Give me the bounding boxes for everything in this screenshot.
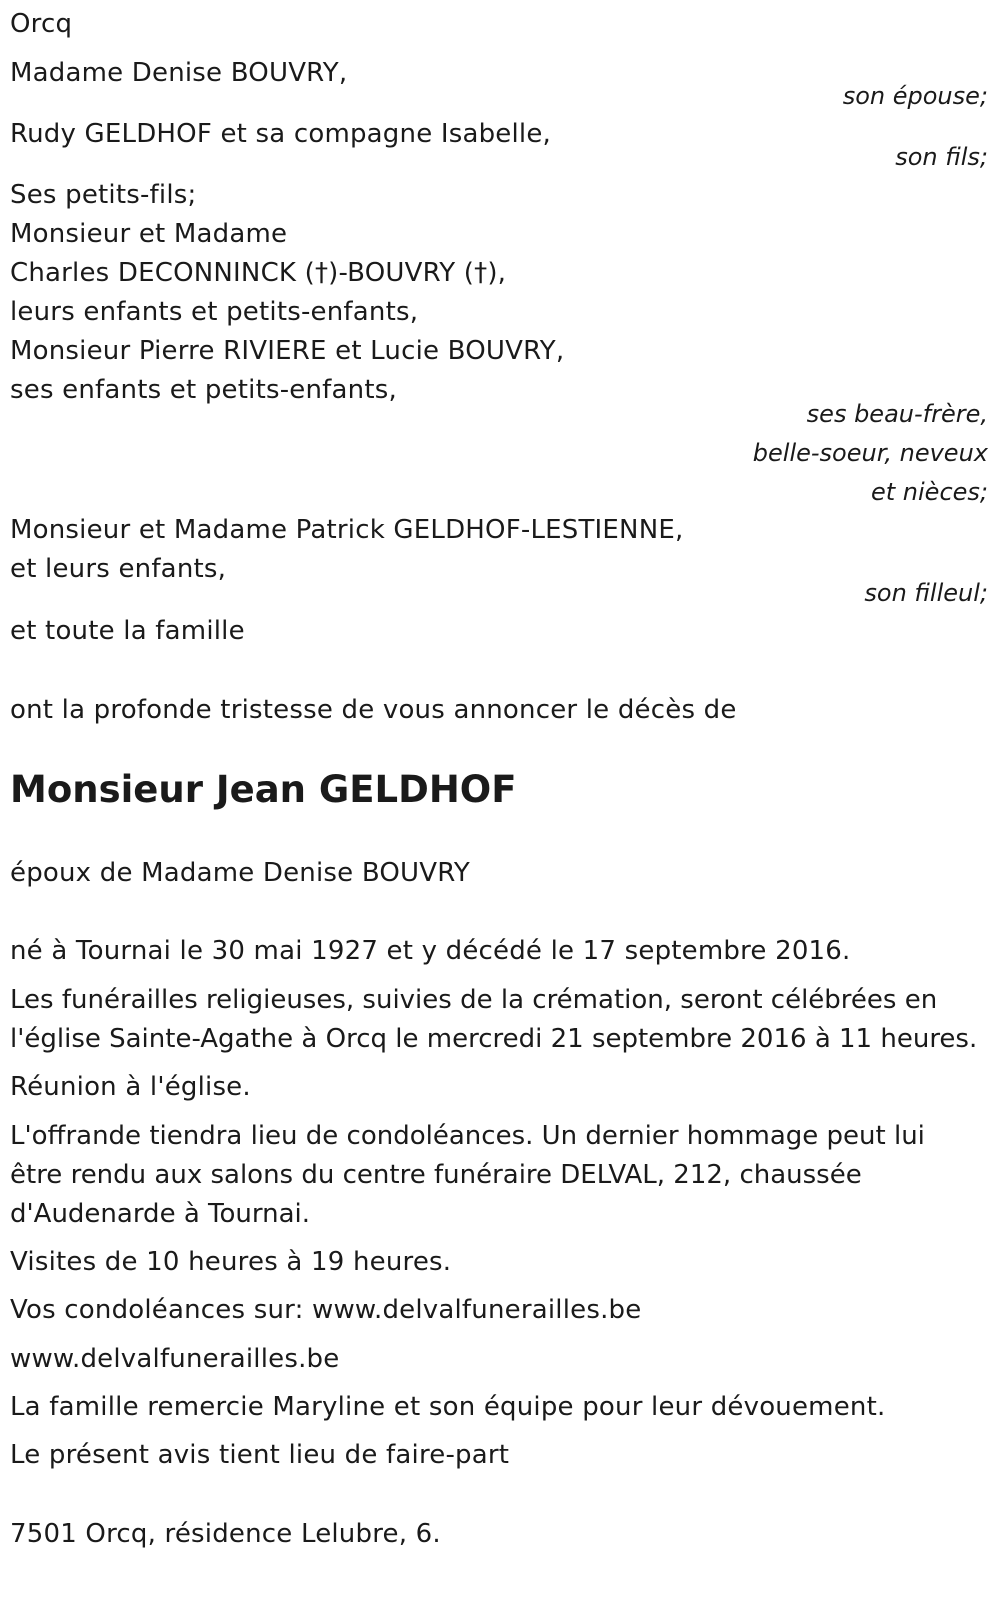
location-header: Orcq xyxy=(10,9,73,39)
announcement: ont la profonde tristesse de vous annoncer le décès de xyxy=(10,695,737,725)
deceased-name: Monsieur Jean GELDHOF xyxy=(10,768,517,811)
funeral-line: Les funérailles religieuses, suivies de la crémation, seront célébrées en xyxy=(10,985,938,1015)
spouse-line: Madame Denise BOUVRY, xyxy=(10,58,348,88)
deceased-spouse: époux de Madame Denise BOUVRY xyxy=(10,858,470,888)
visits-line: Visites de 10 heures à 19 heures. xyxy=(10,1247,452,1277)
relatives-role: ses beau-frère, xyxy=(806,400,988,428)
spouse-role: son épouse; xyxy=(842,82,988,110)
relatives-line: ses enfants et petits-enfants, xyxy=(10,375,397,405)
offering-line: d'Audenarde à Tournai. xyxy=(10,1199,311,1229)
relatives-role: belle-soeur, neveux xyxy=(752,439,988,467)
relatives-line: Monsieur et Madame xyxy=(10,219,288,249)
meeting-line: Réunion à l'église. xyxy=(10,1072,251,1102)
funeral-line: l'église Sainte-Agathe à Orcq le mercredi 21 septembre 2016 à 11 heures. xyxy=(10,1024,978,1054)
son-line: Rudy GELDHOF et sa compagne Isabelle, xyxy=(10,119,552,149)
whole-family-line: et toute la famille xyxy=(10,616,245,646)
website-link: www.delvalfunerailles.be xyxy=(10,1344,340,1374)
relatives-line: leurs enfants et petits-enfants, xyxy=(10,297,419,327)
relatives-line: Charles DECONNINCK (†)-BOUVRY (†), xyxy=(10,258,507,288)
godson-role: son filleul; xyxy=(864,579,988,607)
address-line: 7501 Orcq, résidence Lelubre, 6. xyxy=(10,1519,441,1549)
offering-paragraph xyxy=(10,1117,985,1234)
godson-line: et leurs enfants, xyxy=(10,554,227,584)
offering-line: être rendu aux salons du centre funéraire DELVAL, 212, chaussée xyxy=(10,1160,862,1190)
birth-death: né à Tournai le 30 mai 1927 et y décédé le 17 septembre 2016. xyxy=(10,936,851,966)
son-role: son fils; xyxy=(895,143,988,171)
funeral-paragraph xyxy=(10,981,985,1059)
relatives-line: Ses petits-fils; xyxy=(10,180,197,210)
condolences-line: Vos condoléances sur: www.delvalfunerailles.be xyxy=(10,1295,642,1325)
godson-line: Monsieur et Madame Patrick GELDHOF-LESTIENNE, xyxy=(10,515,684,545)
notice-line: Le présent avis tient lieu de faire-part xyxy=(10,1440,510,1470)
relatives-role: et nièces; xyxy=(871,478,988,506)
relatives-line: Monsieur Pierre RIVIERE et Lucie BOUVRY, xyxy=(10,336,565,366)
offering-line: L'offrande tiendra lieu de condoléances. Un dernier hommage peut lui xyxy=(10,1121,925,1151)
thanks-line: La famille remercie Maryline et son équipe pour leur dévouement. xyxy=(10,1392,886,1422)
